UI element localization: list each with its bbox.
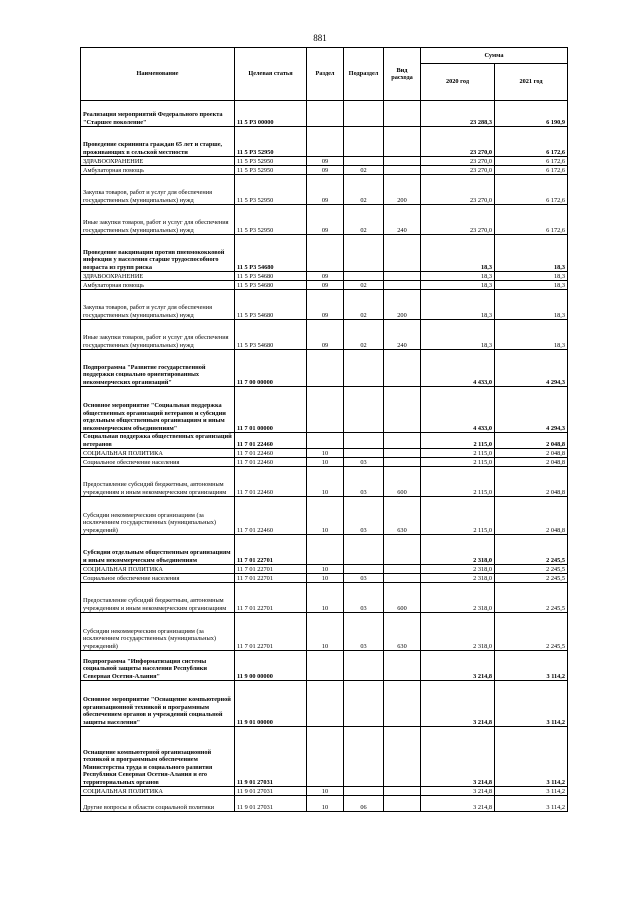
cell-code: 11 9 01 27031: [235, 796, 307, 812]
cell-razdel: [307, 127, 344, 157]
cell-2020: 2 318,0: [421, 535, 495, 565]
table-row: [81, 272, 568, 281]
cell-name: Подпрограмма "Развитие государственной поддержки социально ориентированных некоммерческих организаций": [81, 350, 235, 387]
table-row: [81, 127, 568, 157]
cell-code: 11 9 00 00000: [235, 651, 307, 681]
cell-2020: 2 318,0: [421, 565, 495, 574]
cell-2021: 2 245,5: [495, 574, 568, 583]
cell-code: 11 5 P3 54680: [235, 272, 307, 281]
table-row: [81, 235, 568, 272]
cell-podrazdel: 02: [344, 175, 384, 205]
cell-vid: [384, 387, 421, 433]
cell-vid: [384, 272, 421, 281]
cell-razdel: 09: [307, 290, 344, 320]
cell-podrazdel: 02: [344, 205, 384, 235]
cell-podrazdel: 06: [344, 796, 384, 812]
table-row: [81, 281, 568, 290]
cell-code: 11 5 P3 54680: [235, 290, 307, 320]
cell-podrazdel: [344, 433, 384, 449]
cell-razdel: 09: [307, 281, 344, 290]
table-row: [81, 535, 568, 565]
cell-2020: 18,3: [421, 281, 495, 290]
cell-code: 11 7 01 22701: [235, 583, 307, 613]
cell-name: СОЦИАЛЬНАЯ ПОЛИТИКА: [81, 565, 235, 574]
cell-2021: 2 048,8: [495, 449, 568, 458]
cell-razdel: [307, 387, 344, 433]
cell-podrazdel: [344, 127, 384, 157]
cell-podrazdel: 02: [344, 320, 384, 350]
cell-vid: 200: [384, 175, 421, 205]
table-row: [81, 175, 568, 205]
cell-name: Предоставление субсидий бюджетным, автономным учреждениям и иным некоммерческим организациям: [81, 467, 235, 497]
cell-2020: 23 270,0: [421, 157, 495, 166]
cell-code: 11 7 01 22460: [235, 449, 307, 458]
cell-vid: [384, 796, 421, 812]
cell-name: Предоставление субсидий бюджетным, автономным учреждениям и иным некоммерческим организациям: [81, 583, 235, 613]
cell-2020: 3 214,8: [421, 787, 495, 796]
cell-name: Проведение скрининга граждан 65 лет и старше, проживающих в сельской местности: [81, 127, 235, 157]
cell-podrazdel: 03: [344, 467, 384, 497]
table-row: [81, 449, 568, 458]
cell-vid: 600: [384, 583, 421, 613]
cell-vid: [384, 157, 421, 166]
cell-vid: 240: [384, 320, 421, 350]
cell-name: Субсидии отдельным общественным организациям и иным некоммерческим объединениям: [81, 535, 235, 565]
cell-vid: [384, 235, 421, 272]
cell-name: Социальное обеспечение населения: [81, 458, 235, 467]
header-name: Наименование: [81, 48, 235, 101]
cell-2020: 2 115,0: [421, 458, 495, 467]
cell-2020: 3 214,8: [421, 681, 495, 727]
cell-2020: 23 270,0: [421, 166, 495, 175]
table-row: [81, 787, 568, 796]
cell-2020: 3 214,8: [421, 651, 495, 681]
cell-code: 11 5 P3 54680: [235, 235, 307, 272]
cell-2020: 2 115,0: [421, 433, 495, 449]
cell-razdel: 10: [307, 449, 344, 458]
cell-2021: 18,3: [495, 290, 568, 320]
cell-podrazdel: 03: [344, 574, 384, 583]
table-row: [81, 433, 568, 449]
cell-podrazdel: [344, 727, 384, 787]
cell-name: ЗДРАВООХРАНЕНИЕ: [81, 272, 235, 281]
cell-podrazdel: [344, 272, 384, 281]
table-row: [81, 497, 568, 535]
cell-2021: 3 114,2: [495, 787, 568, 796]
cell-code: 11 5 P3 52950: [235, 127, 307, 157]
cell-2020: 18,3: [421, 235, 495, 272]
cell-2020: 18,3: [421, 320, 495, 350]
cell-razdel: [307, 235, 344, 272]
cell-2021: 2 048,8: [495, 497, 568, 535]
cell-podrazdel: 02: [344, 281, 384, 290]
cell-razdel: [307, 350, 344, 387]
table-row: [81, 290, 568, 320]
cell-2020: 2 115,0: [421, 497, 495, 535]
cell-name: Реализация мероприятий Федерального проекта "Старшее поколение": [81, 101, 235, 127]
cell-razdel: 09: [307, 157, 344, 166]
cell-2020: 2 318,0: [421, 613, 495, 651]
cell-2021: 18,3: [495, 235, 568, 272]
cell-2021: 18,3: [495, 272, 568, 281]
cell-2021: 2 245,5: [495, 535, 568, 565]
cell-2020: 2 318,0: [421, 583, 495, 613]
cell-code: 11 7 01 22460: [235, 458, 307, 467]
cell-razdel: 09: [307, 320, 344, 350]
cell-razdel: [307, 101, 344, 127]
table-row: [81, 320, 568, 350]
cell-2020: 2 115,0: [421, 449, 495, 458]
cell-podrazdel: 02: [344, 166, 384, 175]
cell-podrazdel: [344, 787, 384, 796]
cell-code: 11 9 01 27031: [235, 787, 307, 796]
cell-2021: 6 190,9: [495, 101, 568, 127]
cell-2021: 2 245,5: [495, 583, 568, 613]
cell-razdel: 10: [307, 565, 344, 574]
cell-vid: 240: [384, 205, 421, 235]
header-vid: Вид расхода: [384, 48, 421, 101]
table-row: [81, 565, 568, 574]
cell-code: 11 5 P3 52950: [235, 205, 307, 235]
cell-vid: 630: [384, 613, 421, 651]
cell-2020: 3 214,8: [421, 796, 495, 812]
cell-2020: 3 214,8: [421, 727, 495, 787]
header-summa: Сумма: [421, 48, 568, 64]
cell-2021: 18,3: [495, 281, 568, 290]
cell-code: 11 5 P3 52950: [235, 175, 307, 205]
cell-podrazdel: [344, 681, 384, 727]
cell-podrazdel: [344, 350, 384, 387]
cell-code: 11 7 01 22460: [235, 433, 307, 449]
header-2021: 2021 год: [495, 64, 568, 101]
cell-vid: 200: [384, 290, 421, 320]
cell-name: Основное мероприятие "Оснащение компьютерной организационной техникой и программным обеспечением органов и учреждений социальной защиты населения": [81, 681, 235, 727]
cell-razdel: 10: [307, 467, 344, 497]
cell-vid: [384, 535, 421, 565]
cell-razdel: 10: [307, 787, 344, 796]
table-row: [81, 796, 568, 812]
cell-code: 11 9 01 27031: [235, 727, 307, 787]
cell-name: Проведение вакцинации против пневмококковой инфекции у населения старше трудоспособного возраста из групп риска: [81, 235, 235, 272]
header-2020: 2020 год: [421, 64, 495, 101]
cell-podrazdel: 03: [344, 497, 384, 535]
cell-vid: [384, 281, 421, 290]
cell-2020: 2 318,0: [421, 574, 495, 583]
cell-podrazdel: 02: [344, 290, 384, 320]
cell-code: 11 5 P3 52950: [235, 157, 307, 166]
cell-podrazdel: [344, 235, 384, 272]
table-header: [81, 48, 568, 101]
table-row: [81, 166, 568, 175]
cell-vid: [384, 651, 421, 681]
cell-vid: [384, 166, 421, 175]
cell-vid: [384, 681, 421, 727]
cell-razdel: 10: [307, 497, 344, 535]
cell-name: Другие вопросы в области социальной политики: [81, 796, 235, 812]
cell-code: 11 5 P3 00000: [235, 101, 307, 127]
header-razdel: Раздел: [307, 48, 344, 101]
cell-2020: 23 270,0: [421, 205, 495, 235]
cell-vid: [384, 127, 421, 157]
cell-2020: 18,3: [421, 272, 495, 281]
table-row: [81, 681, 568, 727]
budget-table: [80, 47, 568, 812]
cell-2021: 6 172,6: [495, 157, 568, 166]
cell-code: 11 5 P3 54680: [235, 320, 307, 350]
cell-name: Оснащение компьютерной организационной техникой и программным обеспечением Министерства труда и социального развития Республики Северная Осетия-Алания и его территориальных органов: [81, 727, 235, 787]
cell-razdel: 10: [307, 458, 344, 467]
cell-name: Основное мероприятие "Социальная поддержка общественных организаций ветеранов и субсидии отдельным общественным организациям и иным некоммерческим объединениям": [81, 387, 235, 433]
cell-2020: 18,3: [421, 290, 495, 320]
cell-code: 11 7 01 22701: [235, 574, 307, 583]
cell-podrazdel: [344, 651, 384, 681]
cell-2021: 3 114,2: [495, 727, 568, 787]
cell-razdel: 09: [307, 175, 344, 205]
cell-code: 11 7 00 00000: [235, 350, 307, 387]
cell-2021: 6 172,6: [495, 127, 568, 157]
table-row: [81, 574, 568, 583]
cell-vid: [384, 101, 421, 127]
cell-code: 11 7 01 22701: [235, 535, 307, 565]
cell-2021: 2 048,8: [495, 458, 568, 467]
cell-razdel: [307, 727, 344, 787]
cell-vid: [384, 787, 421, 796]
cell-podrazdel: [344, 387, 384, 433]
cell-name: Иные закупки товаров, работ и услуг для обеспечения государственных (муниципальных) нужд: [81, 205, 235, 235]
cell-podrazdel: 03: [344, 458, 384, 467]
cell-2020: 23 270,0: [421, 127, 495, 157]
header-code: Целевая статья: [235, 48, 307, 101]
cell-2021: 2 245,5: [495, 613, 568, 651]
page-number: 881: [313, 33, 327, 43]
cell-razdel: 10: [307, 796, 344, 812]
cell-2020: 4 433,0: [421, 350, 495, 387]
cell-2021: 6 172,6: [495, 175, 568, 205]
cell-2021: 18,3: [495, 320, 568, 350]
cell-code: 11 7 01 22460: [235, 497, 307, 535]
cell-podrazdel: [344, 101, 384, 127]
cell-2021: 4 294,3: [495, 387, 568, 433]
cell-razdel: [307, 535, 344, 565]
cell-razdel: 10: [307, 574, 344, 583]
cell-name: Иные закупки товаров, работ и услуг для обеспечения государственных (муниципальных) нужд: [81, 320, 235, 350]
table-row: [81, 467, 568, 497]
table-row: [81, 583, 568, 613]
cell-razdel: 09: [307, 205, 344, 235]
cell-2021: 3 114,2: [495, 651, 568, 681]
table-row: [81, 157, 568, 166]
cell-2021: 3 114,2: [495, 796, 568, 812]
cell-code: 11 9 01 00000: [235, 681, 307, 727]
cell-vid: [384, 458, 421, 467]
cell-vid: [384, 433, 421, 449]
cell-2021: 4 294,3: [495, 350, 568, 387]
table-row: [81, 651, 568, 681]
cell-2021: 2 048,8: [495, 467, 568, 497]
cell-name: Амбулаторная помощь: [81, 166, 235, 175]
cell-name: Субсидии некоммерческим организациям (за исключением государственных (муниципальных) учреждений): [81, 497, 235, 535]
cell-vid: 600: [384, 467, 421, 497]
cell-vid: [384, 449, 421, 458]
cell-2020: 23 288,3: [421, 101, 495, 127]
cell-vid: [384, 565, 421, 574]
cell-razdel: 10: [307, 583, 344, 613]
cell-2021: 2 245,5: [495, 565, 568, 574]
table-row: [81, 205, 568, 235]
cell-name: Амбулаторная помощь: [81, 281, 235, 290]
table-body: [81, 101, 568, 812]
cell-code: 11 7 01 00000: [235, 387, 307, 433]
cell-code: 11 7 01 22701: [235, 565, 307, 574]
cell-podrazdel: [344, 157, 384, 166]
table-row: [81, 613, 568, 651]
cell-name: СОЦИАЛЬНАЯ ПОЛИТИКА: [81, 787, 235, 796]
cell-2020: 4 433,0: [421, 387, 495, 433]
table-row: [81, 727, 568, 787]
cell-podrazdel: [344, 449, 384, 458]
cell-vid: [384, 350, 421, 387]
cell-name: Субсидии некоммерческим организациям (за исключением государственных (муниципальных) учреждений): [81, 613, 235, 651]
cell-2021: 6 172,6: [495, 205, 568, 235]
cell-name: Подпрограмма "Информатизация системы социальной защиты населения Республики Северная Осетия-Алания": [81, 651, 235, 681]
cell-name: ЗДРАВООХРАНЕНИЕ: [81, 157, 235, 166]
cell-vid: [384, 574, 421, 583]
cell-code: 11 5 P3 54680: [235, 281, 307, 290]
cell-name: Социальное обеспечение населения: [81, 574, 235, 583]
cell-podrazdel: [344, 565, 384, 574]
cell-razdel: [307, 433, 344, 449]
cell-podrazdel: 03: [344, 583, 384, 613]
cell-razdel: 09: [307, 166, 344, 175]
table-row: [81, 387, 568, 433]
cell-name: Социальная поддержка общественных организаций ветеранов: [81, 433, 235, 449]
cell-name: Закупка товаров, работ и услуг для обеспечения государственных (муниципальных) нужд: [81, 290, 235, 320]
cell-podrazdel: [344, 535, 384, 565]
cell-2021: 3 114,2: [495, 681, 568, 727]
cell-2021: 2 048,8: [495, 433, 568, 449]
cell-name: Закупка товаров, работ и услуг для обеспечения государственных (муниципальных) нужд: [81, 175, 235, 205]
table-row: [81, 101, 568, 127]
cell-razdel: [307, 651, 344, 681]
cell-vid: [384, 727, 421, 787]
cell-vid: 630: [384, 497, 421, 535]
cell-2020: 2 115,0: [421, 467, 495, 497]
cell-2020: 23 270,0: [421, 175, 495, 205]
cell-razdel: 10: [307, 613, 344, 651]
cell-podrazdel: 03: [344, 613, 384, 651]
header-podrazdel: Подраздел: [344, 48, 384, 101]
table-row: [81, 350, 568, 387]
cell-code: 11 5 P3 52950: [235, 166, 307, 175]
cell-code: 11 7 01 22460: [235, 467, 307, 497]
cell-code: 11 7 01 22701: [235, 613, 307, 651]
cell-name: СОЦИАЛЬНАЯ ПОЛИТИКА: [81, 449, 235, 458]
table-row: [81, 458, 568, 467]
cell-razdel: [307, 681, 344, 727]
cell-razdel: 09: [307, 272, 344, 281]
cell-2021: 6 172,6: [495, 166, 568, 175]
